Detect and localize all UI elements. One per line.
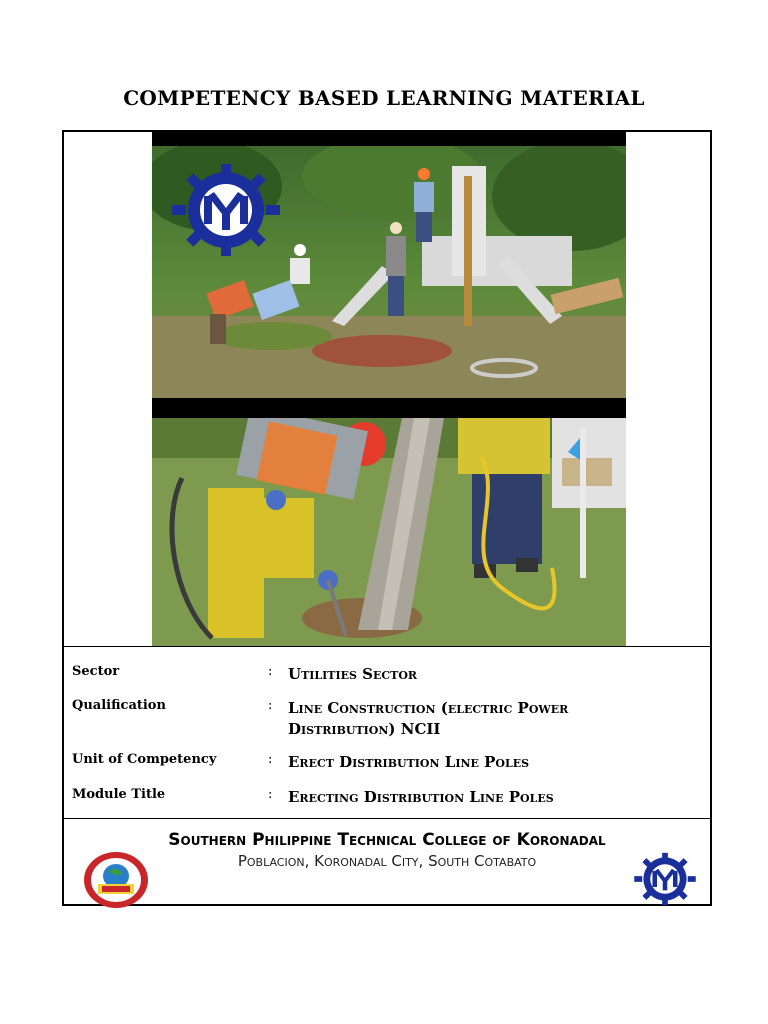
info-divider-top [64, 646, 710, 647]
unit-value: Erect Distribution Line Poles [288, 753, 530, 771]
colon: : [268, 787, 273, 802]
school-name: Southern Philippine Technical College of Koronadal [168, 830, 606, 850]
photo-drilling-site [152, 146, 626, 398]
colon: : [268, 752, 273, 767]
document-title: COMPETENCY BASED LEARNING MATERIAL [123, 86, 645, 110]
module-value: Erecting Distribution Line Poles [288, 788, 554, 806]
cover-frame [62, 130, 712, 906]
qualification-value: Line Construction (electric Power Distribution) NCII [288, 699, 569, 738]
colon: : [268, 664, 273, 679]
school-address: Poblacion, Koronadal City, South Cotabato [237, 852, 537, 870]
gear-logo-icon [632, 848, 698, 914]
colon: : [268, 698, 273, 713]
photo-area [152, 132, 626, 646]
info-divider-bottom [64, 818, 710, 819]
sector-value: Utilities Sector [288, 665, 418, 683]
unit-label: Unit of Competency [72, 752, 217, 767]
sector-label: Sector [72, 664, 120, 679]
gear-logo-icon [168, 162, 284, 258]
photo-pole-setting [152, 418, 626, 646]
qualification-label: Qualification [72, 698, 166, 713]
school-seal-icon [82, 850, 150, 914]
module-label: Module Title [72, 787, 166, 802]
